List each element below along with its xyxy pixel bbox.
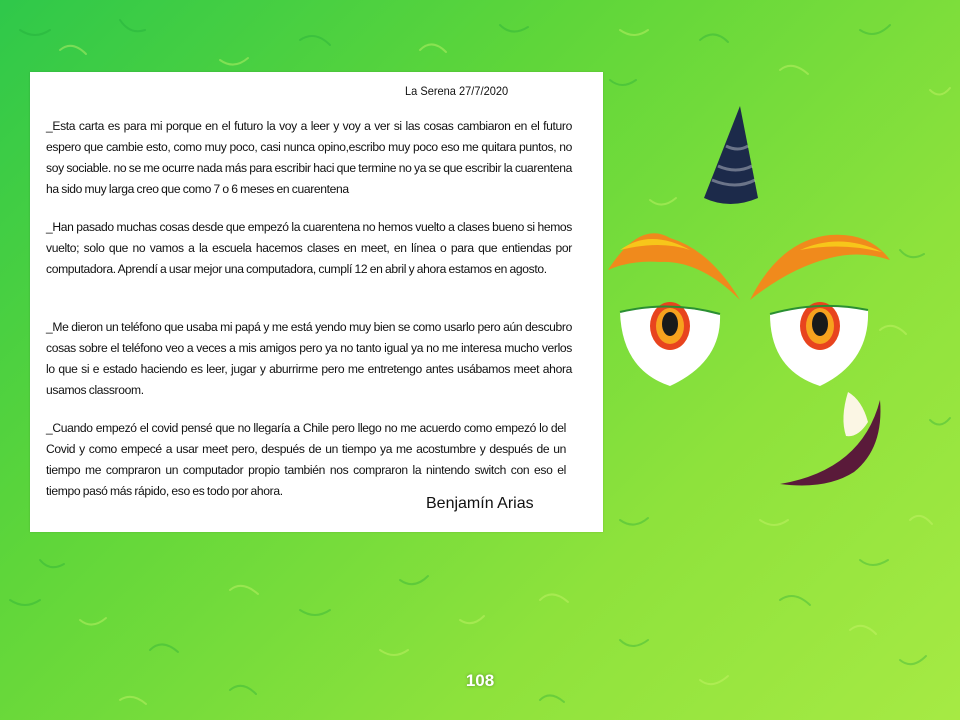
- letter-paragraph: _Me dieron un teléfono que usaba mi papá y me está yendo muy bien se como usarlo pero aún descubro cosas sobre el teléfono veo a veces a mis amigos pero ya no tanto igual ya no me interesa mucho verlos lo que si e estado haciendo es leer, jugar y aburrirme pero me entretengo antes usábamos meet ahora usamos classroom.: [46, 320, 572, 397]
- letter-paragraph: _Han pasado muchas cosas desde que empezó la cuarentena no hemos vuelto a clases bueno si hemos vuelto; solo que no vamos a la escuela hacemos clases en meet, en línea o para que entiendas por computadora. Aprendí a usar mejor una computadora, cumplí 12 en abril y ahora estamos en agosto.: [46, 220, 572, 276]
- mouth-icon: [780, 400, 880, 486]
- left-eyebrow-icon: [608, 233, 740, 300]
- letter-paragraph: _Cuando empezó el covid pensé que no llegaría a Chile pero llego no me acuerdo como empezó lo del Covid y como empecé a usar meet pero, después de un tiempo ya me acostumbre y después de un tiempo me compraron un computador propio también nos compraron la nintendo switch con eso el tiempo pasó más rápido, eso es todo por ahora.: [46, 421, 566, 498]
- page-number: 108: [465, 671, 495, 690]
- right-eye-icon: [770, 302, 868, 386]
- left-eye-icon: [620, 302, 720, 386]
- right-eyebrow-icon: [750, 235, 890, 300]
- letter-card: [30, 72, 603, 532]
- party-hat-icon: [704, 106, 758, 204]
- letter-paragraph: _Esta carta es para mi porque en el futuro la voy a leer y voy a ver si las cosas cambiaron en el futuro espero que cambie esto, como muy poco, casi nunca opino,escribo muy poco eso me quitara puntos, no soy sociable. no se me ocurre nada más para escribir haci que termine no ya se que escribir la cuarentena ha sido muy larga creo que como 7 o 6 meses en cuarentena: [46, 119, 572, 196]
- letter-signature: Benjamín Arias: [426, 495, 534, 512]
- monster-face: [600, 100, 900, 500]
- tooth-icon: [843, 392, 868, 436]
- letter-date: La Serena 27/7/2020: [405, 84, 509, 98]
